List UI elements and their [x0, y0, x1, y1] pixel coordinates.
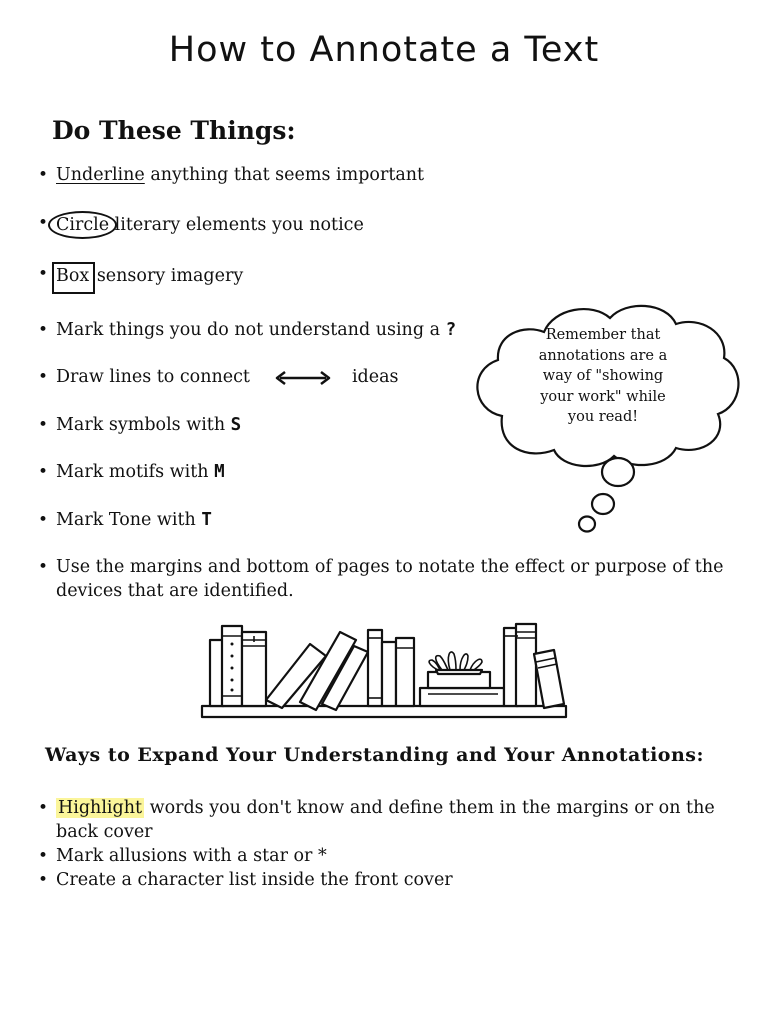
thought-bubble-line: your work" while [540, 388, 666, 405]
list-item-text: words you don't know and define them in the margins or on the back cover [56, 798, 715, 842]
thought-bubble-line: Remember that [545, 327, 661, 343]
page-title: How to Annotate a Text [168, 30, 600, 70]
thought-bubble-text [515, 325, 691, 428]
thought-bubble-line: annotations are a [538, 347, 668, 364]
list-item-character-list [38, 868, 738, 892]
list-item-allusions [38, 844, 738, 868]
section-heading-do-these-things: Do These Things: [52, 116, 296, 145]
thought-bubble-line: way of "showing [542, 368, 664, 384]
highlight-example: Highlight [58, 798, 143, 818]
list-item-box [38, 262, 758, 294]
motif-mark-m: M [214, 462, 225, 482]
list-item-text: Mark symbols with [56, 414, 231, 435]
circle-example: Circle [48, 211, 117, 239]
list-item-text: anything that seems important [144, 165, 425, 185]
list-item-text: Mark motifs with [56, 462, 215, 482]
underline-example: Underline [56, 165, 145, 185]
question-mark-symbol: ? [445, 319, 457, 340]
section-heading-expand-understanding: Ways to Expand Your Understanding and Your Annotations: [45, 744, 705, 766]
list-item-highlight [38, 796, 738, 844]
list-item-text: Mark Tone with [56, 509, 202, 530]
list-item-margins [38, 555, 758, 603]
list-item-text: Mark allusions with a star or * [56, 846, 327, 866]
list-item-text: Mark things you do not understand using a [56, 319, 446, 340]
thought-bubble-line: you read! [567, 409, 639, 425]
list-item-underline [38, 163, 758, 187]
list-item-text: Use the margins and bottom of pages to notate the effect or purpose of the devices that are identified. [56, 557, 724, 601]
list-item-text: sensory imagery [91, 266, 244, 286]
expand-annotations-list [38, 796, 738, 892]
tone-mark-t: T [201, 509, 212, 530]
list-item-text: ideas [351, 367, 399, 387]
list-item-text: Create a character list inside the front cover [56, 870, 453, 890]
list-item-text: literary elements you notice [109, 214, 364, 235]
symbol-mark-s: S [230, 414, 242, 435]
box-example: Box [52, 262, 95, 294]
bookshelf-illustration [198, 620, 570, 724]
list-item-circle [38, 211, 758, 239]
list-item-text: Draw lines to connect [56, 367, 250, 387]
double-arrow-icon [274, 370, 332, 386]
